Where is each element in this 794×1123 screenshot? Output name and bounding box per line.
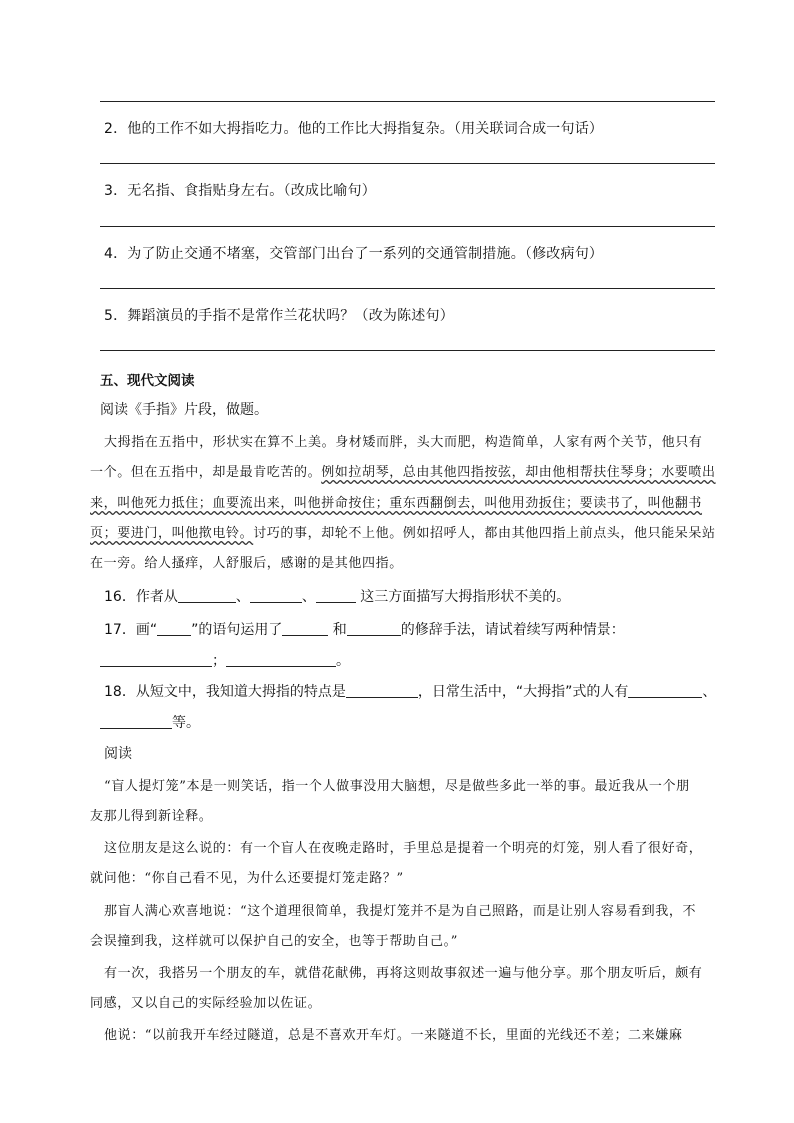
passage-text: 讨巧的事，却轮不上他。例如招呼人，都由其他四指上前点头，他只能呆呆站 bbox=[253, 526, 716, 541]
passage-line bbox=[90, 522, 716, 541]
fill-blank[interactable] bbox=[347, 621, 401, 636]
answer-line[interactable] bbox=[100, 226, 715, 227]
fill-blank[interactable] bbox=[628, 683, 702, 698]
passage-line: 有一次，我搭另一个朋友的车，就借花献佛，再将这则故事叙述一遍与他分享。那个朋友听后，颇有 bbox=[104, 966, 703, 981]
question-18-line2: 等。 bbox=[100, 712, 200, 732]
passage-line bbox=[90, 461, 716, 480]
passage-line: 大拇指在五指中，形状实在算不上美。身材矮而胖，头大而肥，构造简单，人家有两个关节，他只有 bbox=[104, 435, 703, 450]
question-3: 3．无名指、食指贴身左右。（改成比喻句） bbox=[104, 183, 376, 199]
section-title: 五、现代文阅读 bbox=[100, 373, 195, 389]
reading-title: 阅读 bbox=[104, 746, 132, 762]
passage-line: 同感，又以自己的实际经验加以佐证。 bbox=[90, 996, 322, 1011]
fill-blank[interactable] bbox=[100, 652, 212, 667]
fill-blank[interactable] bbox=[226, 652, 336, 667]
question-4: 4．为了防止交通不堵塞，交管部门出台了一系列的交通管制措施。（修改病句） bbox=[104, 246, 604, 262]
passage-line: 来，叫他死力抵住；血要流出来，叫他拼命按住；重东西翻倒去，叫他用劲扳住；要读书了，叫他翻书 bbox=[90, 496, 703, 511]
question-5: 5．舞蹈演员的手指不是常作兰花状吗？（改为陈述句） bbox=[104, 308, 454, 324]
answer-line[interactable] bbox=[100, 350, 715, 351]
passage-line: “盲人提灯笼”本是一则笑话，指一个人做事没用大脑想，尽是做些多此一举的事。最近我从一个朋 bbox=[104, 779, 690, 794]
question-17: 17．画“ ”的语句运用了 和 的修辞手法，请试着续写两种情景： bbox=[104, 622, 625, 638]
fill-blank[interactable] bbox=[250, 588, 302, 603]
answer-line[interactable] bbox=[100, 163, 715, 164]
fill-blank[interactable] bbox=[100, 714, 172, 729]
question-2: 2．他的工作不如大拇指吃力。他的工作比大拇指复杂。（用关联词合成一句话） bbox=[104, 121, 604, 137]
fill-blank[interactable] bbox=[282, 621, 328, 636]
passage-line: 就问他：“你自己看不见，为什么还要提灯笼走路？” bbox=[90, 871, 404, 886]
passage-line: 友那儿得到新诠释。 bbox=[90, 809, 213, 824]
wavy-underlined-text: 例如拉胡琴，总由其他四指按弦，却由他相帮扶住琴身；水要喷出 bbox=[321, 465, 716, 480]
fill-blank[interactable] bbox=[346, 683, 418, 698]
fill-blank[interactable] bbox=[316, 588, 356, 603]
wavy-underlined-text: 页；要进门，叫他揿电铃。 bbox=[90, 526, 254, 541]
question-18: 18．从短文中，我知道大拇指的特点是 ，日常生活中，“大拇指”式的人有 、 bbox=[104, 684, 717, 700]
answer-line[interactable] bbox=[100, 101, 715, 102]
passage-line: 在一旁。给人搔痒，人舒服后，感谢的是其他四指。 bbox=[90, 556, 403, 571]
passage-line: 那盲人满心欢喜地说：“这个道理很简单，我提灯笼并不是为自己照路，而是让别人容易看到我，不 bbox=[104, 904, 697, 919]
question-16: 16．作者从 、 、 这三方面描写大拇指形状不美的。 bbox=[104, 589, 571, 605]
passage-line: 会误撞到我，这样就可以保护自己的安全，也等于帮助自己。” bbox=[90, 934, 458, 949]
passage-line: 他说：“以前我开车经过隧道，总是不喜欢开车灯。一来隧道不长，里面的光线还不差；二来嫌麻 bbox=[104, 1028, 683, 1043]
fill-blank[interactable] bbox=[178, 588, 236, 603]
passage-line: 这位朋友是这么说的：有一个盲人在夜晚走路时，手里总是提着一个明亮的灯笼，别人看了很好奇， bbox=[104, 841, 703, 856]
reading-instruction: 阅读《手指》片段，做题。 bbox=[100, 402, 268, 418]
question-17-line2: ； 。 bbox=[100, 650, 350, 670]
passage-text: 一个。但在五指中，却是最肯吃苦的。 bbox=[90, 465, 322, 480]
answer-line[interactable] bbox=[100, 288, 715, 289]
fill-blank[interactable] bbox=[157, 621, 191, 636]
